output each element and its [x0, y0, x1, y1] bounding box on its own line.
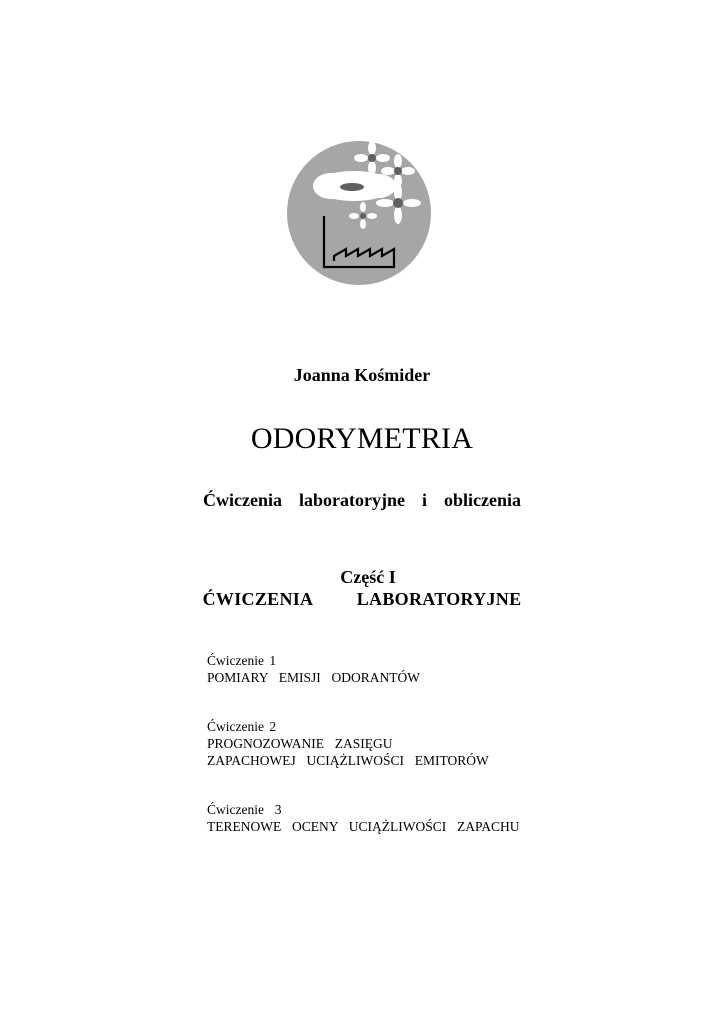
exercise-title-line: TERENOWE OCENY UCIĄŻLIWOŚCI ZAPACHU [207, 819, 520, 834]
exercise-1 [207, 652, 420, 686]
logo-circle [287, 141, 431, 285]
odor-emission-factory-icon [286, 136, 432, 290]
exercise-3 [207, 801, 519, 835]
exercise-number: Ćwiczenie 3 [207, 802, 282, 817]
exercise-2 [207, 718, 489, 769]
author-name: Joanna Kośmider [293, 365, 431, 385]
part-heading [0, 566, 724, 610]
exercise-title-line: POMIARY EMISJI ODORANTÓW [207, 670, 421, 685]
part-title: ĆWICZENIA LABORATORYJNE [202, 589, 522, 609]
book-title: ODORYMETRIA [250, 422, 474, 455]
exercise-title-line: ZAPACHOWEJ UCIĄŻLIWOŚCI EMITORÓW [207, 753, 489, 768]
cloud-core [340, 183, 364, 191]
part-label: Część I [340, 567, 396, 587]
book-subtitle: Ćwiczenia laboratoryjne i obliczenia [203, 490, 521, 510]
exercise-title-line: PROGNOZOWANIE ZASIĘGU [207, 736, 393, 751]
exercise-number: Ćwiczenie 1 [207, 653, 277, 668]
exercise-number: Ćwiczenie 2 [207, 719, 277, 734]
